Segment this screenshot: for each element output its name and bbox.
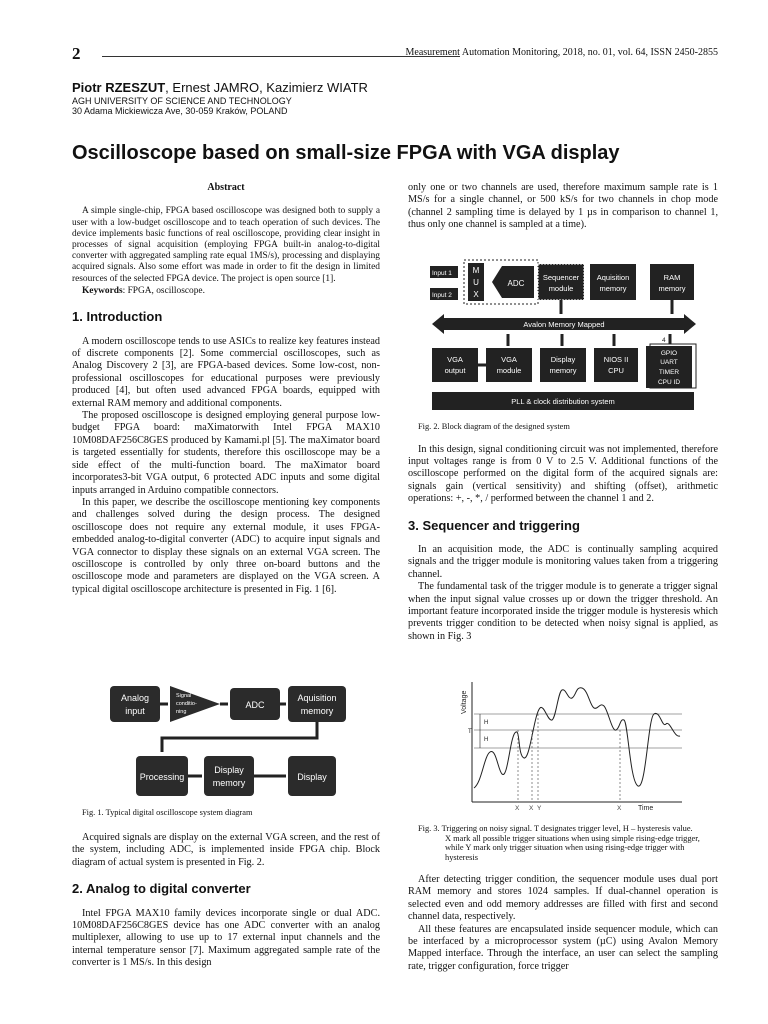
block-display-memory — [204, 756, 254, 796]
label-mux-u: U — [473, 278, 479, 287]
author-list — [72, 80, 368, 95]
hysteresis-label: H — [484, 720, 489, 726]
paragraph: The fundamental task of the trigger module is to generate a trigger signal when the input signal value crosses up or down the trigger threshold. An important feature incorporated inside the trigger module is hysteresis which prevents trigger condition to be detected when noisy signal is applied, as shown in Fig. 3 — [408, 581, 718, 642]
abstract-text: A simple single-chip, FPGA based oscilloscope was designed both to supply a user with a low-budget oscilloscope and to teach operation of such devices. The device implements basic functions of real oscilloscope, providing clear insight in processes of signal acquisition (employing FPGA built-in analog-to-digital converter with aggregated sampling rate equal 1MS/s), processing and displaying acquired signals. Also some effort was made in order to fit the design in limited resources of the selected FPGA device. The project is open source [1]. — [72, 206, 380, 284]
y-axis-label: Voltage — [461, 690, 468, 714]
figure-1-caption: Fig. 1. Typical digital oscilloscope system diagram — [82, 808, 253, 817]
paragraph: A modern oscilloscope tends to use ASICs to realize key features instead of discrete components [2]. Some commercial oscilloscopes, such as Analog Discovery 2 [3], are FPGA-based devices. Some low-cost, non-professional oscilloscopes for educational purposes were previously produced [4], but often used advanced FPGA boards, equipped with external RAM memory and additional components. — [72, 335, 380, 409]
noisy-signal-curve — [474, 688, 680, 788]
label-module: module — [496, 366, 522, 375]
right-column-mid — [408, 422, 718, 643]
figure-3-caption-line: while Y mark only trigger situation when using rising-edge trigger with — [445, 843, 685, 853]
label-memory: memory — [599, 284, 627, 293]
paragraph: After detecting trigger condition, the sequencer module uses dual port RAM memory and stores 1024 samples. If dual-channel operation is selected even and odd memory addresses are filled with first and second channel data, respectively. — [408, 874, 718, 923]
label-module: module — [548, 284, 574, 293]
label-output: output — [444, 366, 466, 375]
label-mux-x: X — [473, 290, 479, 299]
label-input: input — [125, 706, 145, 716]
paragraph: In this paper, we describe the oscilloscope mentioning key components and challenges solved during the design process. The designed oscilloscope does not require any external module, it uses FPGA-embedded analog-to-digital converter (ADC) to acquire input signals and VGA connector to display these signals on an external VGA screen. The oscilloscope is controlled by only three on-board buttons and the oscilloscope mode and parameters are displayed on the VGA screen. A typical digital oscilloscope architecture is presented in Fig. 1 [6]. — [72, 496, 380, 595]
x-mark: X — [515, 805, 520, 812]
label-display: Display — [214, 765, 244, 775]
figure-1-diagram — [110, 684, 350, 804]
right-column — [408, 182, 718, 232]
label-conditio: conditio- — [176, 701, 197, 707]
paragraph: In an acquisition mode, the ADC is continually sampling acquired signals and the trigger module is monitoring values taken from a triggering channel. — [408, 544, 718, 580]
affiliation-address: 30 Adama Mickiewicza Ave, 30-059 Kraków, POLAND — [72, 106, 288, 116]
display-memory-block — [540, 348, 586, 382]
label-avalon-bus: Avalon Memory Mapped — [523, 320, 605, 329]
label-input-1: Input 1 — [432, 270, 452, 277]
trigger-level-label: T — [468, 729, 472, 735]
label-pll: PLL & clock distribution system — [511, 397, 615, 406]
page-header — [72, 44, 718, 64]
vga-output-block — [432, 348, 478, 382]
figure-3-caption-line: hysteresis — [445, 852, 479, 862]
label-mux-m: M — [472, 266, 480, 275]
paragraph: Acquired signals are display on the external VGA screen, and the rest of the system, including ADC, is implemented inside FPGA chip. Block diagram of actual system is presented in Fig. 2. — [72, 832, 380, 868]
label-aquisition: Aquisition — [596, 273, 630, 282]
paper-title: Oscilloscope based on small-size FPGA with VGA display — [72, 142, 620, 164]
label-display: Display — [550, 355, 576, 364]
label-cpu: CPU — [608, 366, 624, 375]
keywords-label: Keywords — [82, 285, 123, 296]
page-number: 2 — [72, 44, 81, 63]
label-ning: ning — [176, 709, 187, 715]
keywords — [72, 285, 380, 297]
label-nios: NIOS II — [603, 355, 629, 364]
figure-3-trigger-plot — [452, 678, 688, 814]
label-analog: Analog — [120, 693, 150, 703]
paragraph: The proposed oscilloscope is designed employing general purpose low-budget FPGA board: maXimatorwith Intel FPGA MAX10 10M08DAF256C8GES produced by Kamami.pl [5]. The maXimator board is targeted essentially for students, therefore this oscilloscope may be a side effect of the multi-function board. The maXimator board incorporates3-bit VGA output, 6 protected ADC inputs and some digital inputs arranged in Arduino compatible connectors. — [72, 410, 380, 496]
label-sequencer: Sequencer — [542, 273, 580, 282]
label-timer: TIMER — [658, 369, 680, 376]
label-processing: Processing — [139, 772, 185, 782]
label-adc: ADC — [245, 700, 265, 710]
section-heading-introduction: 1. Introduction — [72, 309, 163, 325]
label-aquisition: Aquisition — [297, 693, 337, 703]
figure-2-diagram — [430, 258, 698, 414]
acquisition-memory-block — [590, 264, 636, 300]
label-memory: memory — [300, 706, 334, 716]
label-vga: VGA — [501, 355, 517, 364]
paragraph: Intel FPGA MAX10 family devices incorporate single or dual ADC. 10M08DAF256C8GES device has one ADC converter with an analog multiplexer, allowing to use up to 17 external input channels and the internal temperature sensor [7]. Maximum aggregated sample rate of the converter is 1 MS/s. In this design — [72, 907, 380, 969]
right-column-lower — [408, 874, 718, 973]
block-analog-input — [110, 686, 160, 722]
label-display: Display — [297, 772, 327, 782]
x-mark: X — [529, 805, 534, 812]
figure-3-caption-line: X mark all possible trigger situations when using simple rising-edge trigger, — [445, 833, 700, 843]
ram-memory-block — [650, 264, 694, 300]
section-heading-adc: 2. Analog to digital converter — [72, 881, 251, 897]
nios-cpu-block — [594, 348, 638, 382]
block-acquisition-memory — [288, 686, 346, 722]
paragraph: only one or two channels are used, therefore maximum sample rate is 1 MS/s for a single channel, or 500 kS/s for two channels in chop mode (channel 2 sampling time is delayed by 1 µs in comparison to channel 1, thus only one channel is sampled at a time). — [408, 182, 718, 231]
abstract-heading: Abstract — [207, 182, 245, 193]
label-memory: memory — [549, 366, 577, 375]
label-bus-width: 4 — [662, 337, 666, 344]
feedback-arrow — [162, 722, 317, 752]
first-author: Piotr RZESZUT — [72, 80, 166, 95]
label-input-2: Input 2 — [432, 292, 452, 299]
label-memory: memory — [212, 778, 246, 788]
figure-3-caption-wrap — [408, 824, 718, 862]
keywords-text: : FPGA, oscilloscope. — [122, 285, 205, 296]
affiliation-university: AGH UNIVERSITY OF SCIENCE AND TECHNOLOGY — [72, 96, 292, 106]
left-column — [72, 182, 380, 596]
label-uart: UART — [660, 359, 678, 366]
label-ram: RAM — [663, 273, 681, 282]
co-authors: , Ernest JAMRO, Kazimierz WIATR — [165, 80, 368, 95]
figure-2-caption: Fig. 2. Block diagram of the designed system — [418, 422, 570, 431]
label-gpio: GPIO — [660, 350, 678, 357]
x-mark: X — [617, 805, 622, 812]
figure-1-caption-wrap — [72, 808, 380, 818]
label-vga: VGA — [447, 355, 463, 364]
label-signal: Signal — [176, 693, 192, 699]
section-heading-sequencer: 3. Sequencer and triggering — [408, 517, 580, 533]
label-adc: ADC — [507, 279, 525, 288]
label-memory: memory — [658, 284, 686, 293]
paragraph: In this design, signal conditioning circuit was not implemented, therefore input voltages range is from 0 V to 2.5 V. Additional functions of the oscilloscope performed on the digital form of the acquired signals are: signals gain (vertical sensitivity) and shifting (offset), arithmetic operations: +, -, *, / performed between the channel 1 and 2. — [408, 443, 718, 505]
left-column-lower — [72, 832, 380, 970]
x-axis-label: Time — [638, 805, 654, 812]
journal-citation: Measurement Automation Monitoring, 2018, no. 01, vol. 64, ISSN 2450-2855 — [405, 47, 718, 58]
paragraph: All these features are encapsulated inside sequencer module, which can be interfaced by a microprocessor system (µC) using Avalon Memory Mapped interface. Through the interface, an user can select the sampling rate, trigger configuration, force trigger — [408, 923, 718, 972]
vga-module-block — [486, 348, 532, 382]
figure-3-caption-line: Fig. 3. Triggering on noisy signal. T designates trigger level, H – hysteresis value. — [418, 824, 693, 833]
y-mark: Y — [537, 805, 542, 812]
hysteresis-label: H — [484, 737, 489, 743]
label-cpu-id: CPU ID — [657, 379, 681, 386]
sequencer-block — [538, 264, 584, 300]
